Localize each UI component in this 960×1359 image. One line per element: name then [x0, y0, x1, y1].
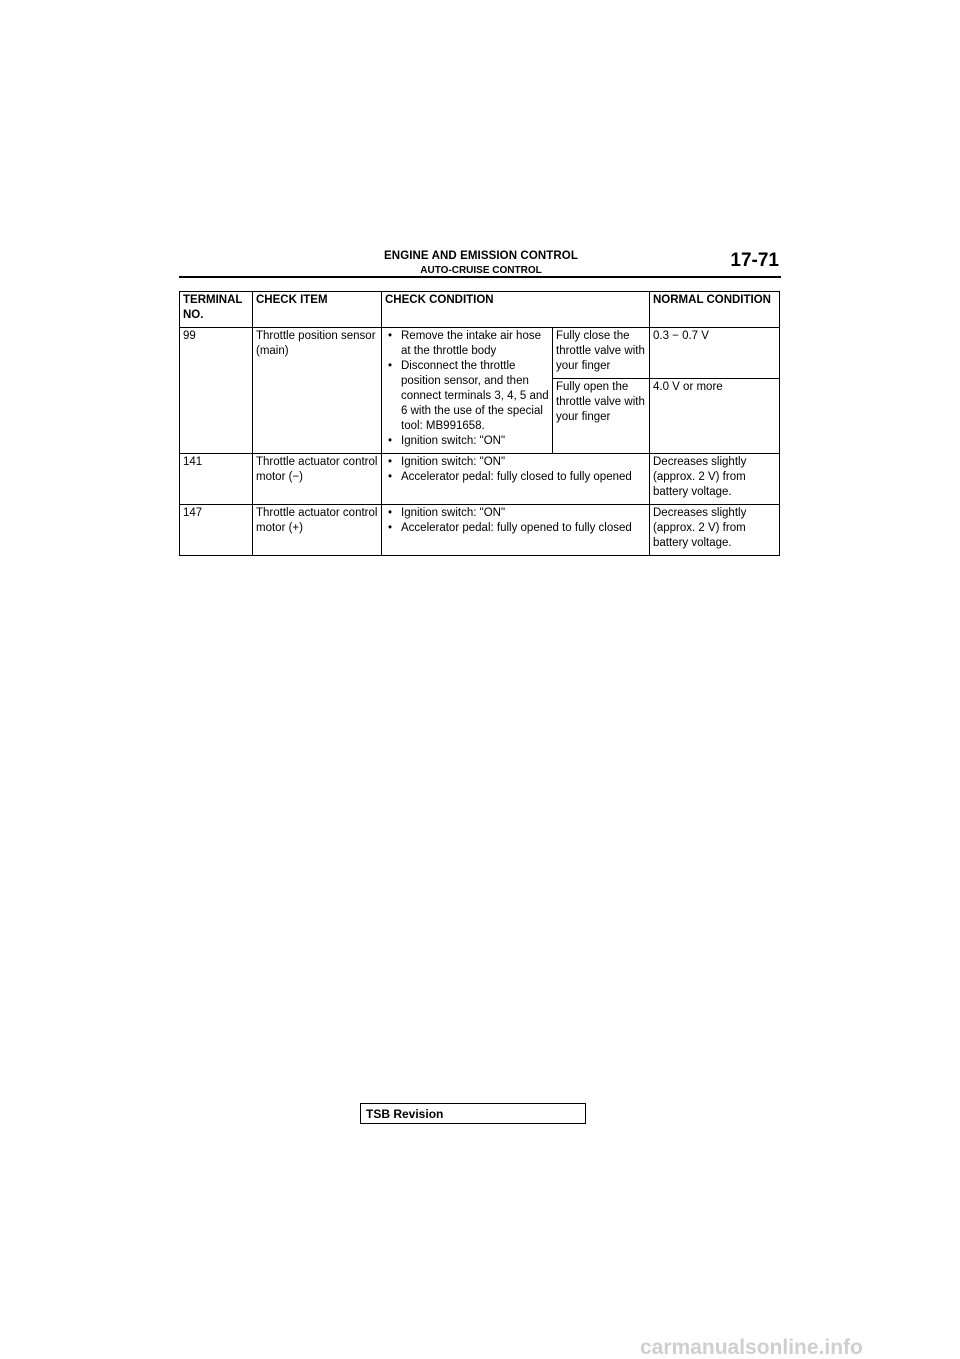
condition-cell — [382, 454, 650, 505]
check-item-cell: Throttle actuator control motor (−) — [253, 454, 382, 505]
condition-cell — [382, 328, 553, 454]
normal-condition-cell: 0.3 − 0.7 V — [650, 328, 780, 379]
terminal-cell: 99 — [180, 328, 253, 454]
check-item-cell: Throttle actuator control motor (+) — [253, 505, 382, 556]
list-item: • Remove the intake air hose at the throttle body — [385, 329, 549, 359]
header-normal-condition: NORMAL CONDITION — [650, 292, 780, 328]
condition-cell — [382, 505, 650, 556]
header-terminal-no: TERMINAL NO. — [180, 292, 253, 328]
table-header-row — [180, 292, 780, 328]
table-row — [180, 454, 780, 505]
sub-condition-cell: Fully open the throttle valve with your finger — [553, 379, 650, 454]
header-rule — [179, 276, 781, 278]
tsb-revision-box — [360, 1103, 586, 1124]
normal-condition-cell: Decreases slightly (approx. 2 V) from battery voltage. — [650, 454, 780, 505]
terminal-cell: 147 — [180, 505, 253, 556]
list-item: • Accelerator pedal: fully opened to fully closed — [385, 521, 646, 536]
sub-condition-cell: Fully close the throttle valve with your finger — [553, 328, 650, 379]
section-title: ENGINE AND EMISSION CONTROL — [384, 250, 578, 262]
list-item: • Disconnect the throttle position sensor, and then connect terminals 3, 4, 5 and 6 with the use of the special tool: MB991658. — [385, 359, 549, 434]
page-number: 17-71 — [730, 250, 779, 271]
section-subtitle: AUTO-CRUISE CONTROL — [420, 265, 542, 276]
table-row — [180, 328, 780, 379]
terminal-cell: 141 — [180, 454, 253, 505]
table-row — [180, 505, 780, 556]
list-item: • Ignition switch: "ON" — [385, 506, 646, 521]
header-check-item: CHECK ITEM — [253, 292, 382, 328]
watermark: carmanualsonline.info — [640, 1336, 863, 1359]
terminal-check-table — [179, 291, 780, 556]
tsb-revision-label: TSB Revision — [366, 1107, 444, 1121]
list-item: • Ignition switch: "ON" — [385, 434, 549, 449]
normal-condition-cell: Decreases slightly (approx. 2 V) from battery voltage. — [650, 505, 780, 556]
list-item: • Accelerator pedal: fully closed to fully opened — [385, 470, 646, 485]
normal-condition-cell: 4.0 V or more — [650, 379, 780, 454]
list-item: • Ignition switch: "ON" — [385, 455, 646, 470]
check-item-cell: Throttle position sensor (main) — [253, 328, 382, 454]
header-check-condition: CHECK CONDITION — [382, 292, 650, 328]
